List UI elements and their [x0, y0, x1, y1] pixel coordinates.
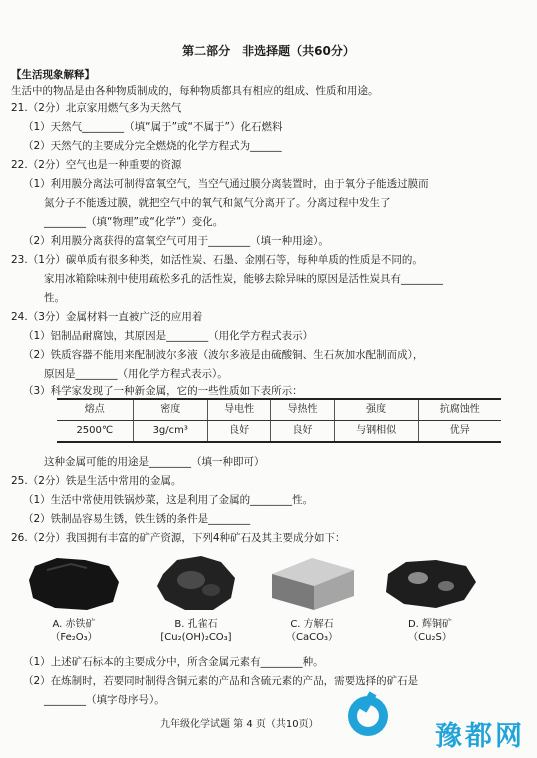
- table-cell: 3g/cm³: [133, 421, 207, 443]
- watermark-text: 豫都网: [435, 721, 525, 752]
- page-title: 第二部分 非选择题（共60分）: [182, 44, 355, 58]
- q22-part2: （2）利用膜分离获得的富氧空气可用于________（填一种用途）。: [23, 235, 329, 247]
- mineral-c-name: C. 方解石: [290, 619, 334, 630]
- table-cell: 2500℃: [57, 421, 133, 443]
- q23-line3: 性。: [44, 292, 65, 304]
- mineral-b-formula: [Cu₂(OH)₂CO₃]: [160, 632, 232, 643]
- mineral-d-formula: （Cu₂S）: [408, 632, 452, 643]
- q23-line2: 家用冰箱除味剂中使用疏松多孔的活性炭，能够去除异味的原因是活性炭具有________: [44, 273, 443, 285]
- q21-part1: （1）天然气________（填“属于”或“不属于”）化石燃料: [23, 121, 283, 133]
- q22-part1-line2: 氮分子不能透过膜，就把空气中的氧气和氮气分离开了。分离过程中发生了: [44, 197, 391, 209]
- q21-part2: （2）天然气的主要成分完全燃烧的化学方程式为______: [23, 140, 282, 152]
- watermark-logo-icon: [348, 696, 388, 736]
- mineral-c-formula: （CaCO₃）: [286, 632, 338, 643]
- table-header-cell: 密度: [133, 399, 207, 421]
- mineral-d-name: D. 辉铜矿: [407, 619, 453, 630]
- table-header-cell: 导电性: [207, 399, 270, 421]
- mineral-b: [146, 552, 246, 644]
- table-cell: 良好: [271, 421, 334, 443]
- mineral-a-formula: （Fe₂O₃）: [50, 632, 98, 643]
- page-footer: 九年级化学试题 第 4 页（共10页）: [160, 719, 319, 730]
- hematite-image: [27, 552, 122, 614]
- q22-part1-line1: （1）利用膜分离法可制得富氧空气，当空气通过膜分离装置时，由于氧分子能透过膜而: [23, 178, 429, 190]
- table-row: [57, 421, 501, 443]
- table-cell: 优异: [418, 421, 501, 443]
- q25-part2: （2）铁制品容易生锈，铁生锈的条件是________: [23, 513, 251, 525]
- table-header-cell: 抗腐蚀性: [418, 399, 501, 421]
- q25-part1: （1）生活中常使用铁锅炒菜，这是利用了金属的________性。: [23, 494, 314, 506]
- table-header-row: [57, 399, 501, 421]
- q21-stem: 21.（2分）北京家用燃气多为天然气: [11, 102, 182, 114]
- q24-part3: （3）科学家发现了一种新金属，它的一些性质如下表所示：: [23, 385, 303, 397]
- q24-part2-line2: 原因是________（用化学方程式表示）。: [44, 368, 228, 380]
- calcite-image: [262, 552, 362, 614]
- table-header-cell: 导热性: [271, 399, 334, 421]
- chalcocite-image: [380, 552, 480, 614]
- q23-line1: 23.（1分）碳单质有很多种类，如活性炭、石墨、金刚石等，每种单质的性质是不同的。: [11, 254, 423, 266]
- q25-stem: 25.（2分）铁是生活中常用的金属。: [11, 475, 182, 487]
- table-header-cell: 强度: [334, 399, 418, 421]
- q26-part1: （1）上述矿石标本的主要成分中，所含金属元素有________种。: [23, 656, 324, 668]
- q24-tail: 这种金属可能的用途是________（填一种即可）: [44, 456, 265, 468]
- section-header: 【生活现象解释】: [11, 69, 95, 81]
- table-cell: 良好: [207, 421, 270, 443]
- q22-stem: 22.（2分）空气也是一种重要的资源: [11, 159, 182, 171]
- q26-stem: 26.（2分）我国拥有丰富的矿产资源，下列4种矿石及其主要成分如下：: [11, 532, 346, 544]
- mineral-b-name: B. 孔雀石: [174, 619, 218, 630]
- q22-part1-line3: ________（填“物理”或“化学”）变化。: [44, 216, 224, 228]
- mineral-d: [380, 552, 480, 644]
- q24-stem: 24.（3分）金属材料一直被广泛的应用着: [11, 311, 203, 323]
- q26-part2-line2: ________（填字母序号）。: [44, 694, 165, 706]
- mineral-a-name: A. 赤铁矿: [52, 619, 96, 630]
- mineral-a: [24, 552, 124, 644]
- metal-properties-table: [57, 398, 501, 443]
- q26-part2-line1: （2）在炼制时，若要同时制得含铜元素的产品和含硫元素的产品，需要选择的矿石是: [23, 675, 419, 687]
- mineral-c: [262, 552, 362, 644]
- q24-part1: （1）铝制品耐腐蚀，其原因是________（用化学方程式表示）: [23, 330, 314, 342]
- table-header-cell: 熔点: [57, 399, 133, 421]
- malachite-image: [151, 552, 241, 614]
- q24-part2-line1: （2）铁质容器不能用来配制波尔多液（波尔多液是由硫酸铜、生石灰加水配制而成），: [23, 349, 424, 361]
- table-cell: 与钢相似: [334, 421, 418, 443]
- intro-text: 生活中的物品是由各种物质制成的，每种物质都具有相应的组成、性质和用途。: [11, 85, 379, 97]
